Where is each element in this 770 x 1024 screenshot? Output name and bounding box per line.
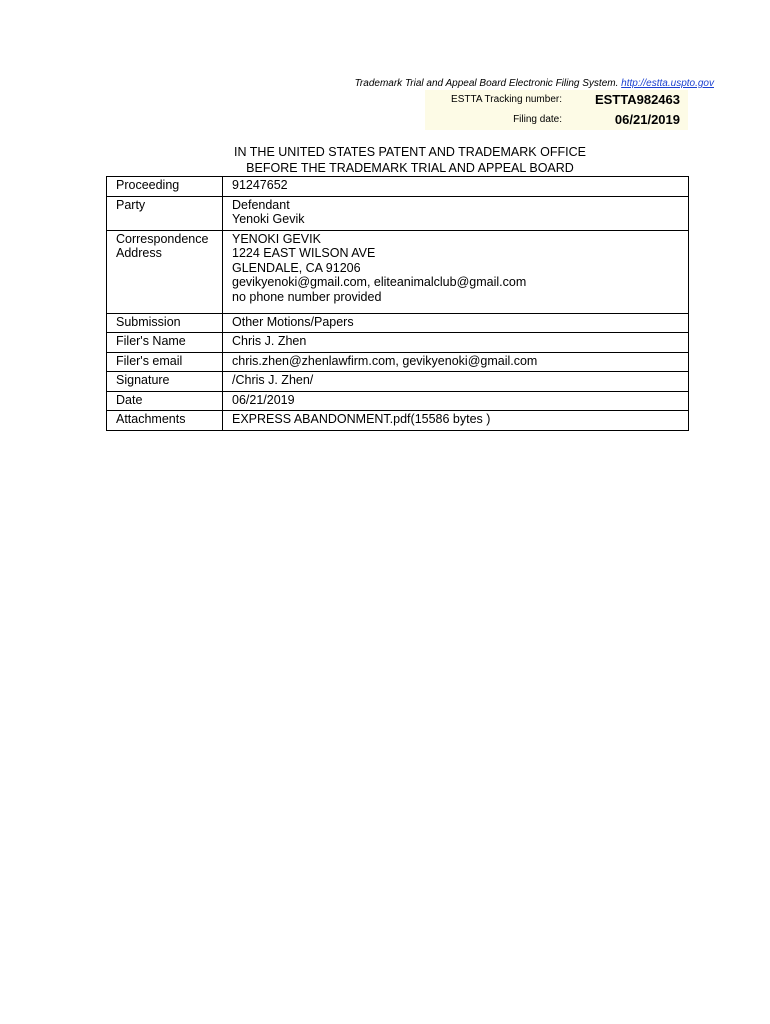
party-row: [107, 196, 689, 230]
attachments-label: Attachments: [107, 411, 223, 431]
tracking-number-row: [425, 90, 688, 110]
signature-label: Signature: [107, 372, 223, 392]
filer-name-value: Chris J. Zhen: [223, 333, 689, 353]
attachments-row: [107, 411, 689, 431]
date-row: [107, 391, 689, 411]
attachments-value: EXPRESS ABANDONMENT.pdf(15586 bytes ): [223, 411, 689, 431]
title-line-2: BEFORE THE TRADEMARK TRIAL AND APPEAL BOARD: [246, 161, 574, 175]
filing-date-label: Filing date:: [513, 114, 562, 125]
correspondence-label: [107, 230, 223, 313]
party-value: [223, 196, 689, 230]
correspondence-label-line-2: Address: [116, 246, 162, 260]
filer-email-value: chris.zhen@zhenlawfirm.com, gevikyenoki@gmail.com: [223, 352, 689, 372]
estta-link[interactable]: http://estta.uspto.gov: [621, 78, 714, 89]
party-name: Yenoki Gevik: [232, 212, 305, 226]
correspondence-city: GLENDALE, CA 91206: [232, 260, 361, 275]
correspondence-street: 1224 EAST WILSON AVE: [232, 246, 376, 260]
correspondence-name: YENOKI GEVIK: [232, 231, 321, 246]
correspondence-emails: gevikyenoki@gmail.com, eliteanimalclub@gmail.com: [232, 275, 527, 289]
party-role: Defendant: [232, 197, 290, 212]
proceeding-row: [107, 177, 689, 197]
signature-value: /Chris J. Zhen/: [223, 372, 689, 392]
correspondence-value: [223, 230, 689, 313]
filing-date-row: [425, 110, 688, 130]
submission-row: [107, 313, 689, 333]
filer-name-label: Filer's Name: [107, 333, 223, 353]
date-label: Date: [107, 391, 223, 411]
filer-email-label: Filer's email: [107, 352, 223, 372]
filer-email-row: [107, 352, 689, 372]
filer-name-row: [107, 333, 689, 353]
tracking-number-label: ESTTA Tracking number:: [451, 94, 562, 105]
date-value: 06/21/2019: [223, 391, 689, 411]
correspondence-phone: no phone number provided: [232, 289, 382, 304]
submission-label: Submission: [107, 313, 223, 333]
filing-system-text: Trademark Trial and Appeal Board Electronic Filing System.: [354, 78, 619, 89]
filing-system-header: [300, 78, 714, 89]
correspondence-label-line-1: Correspondence: [116, 231, 209, 246]
signature-row: [107, 372, 689, 392]
proceeding-label: Proceeding: [107, 177, 223, 197]
proceeding-value: 91247652: [223, 177, 689, 197]
title-line-1: IN THE UNITED STATES PATENT AND TRADEMARK OFFICE: [234, 145, 586, 159]
filing-details-table: [106, 176, 689, 431]
submission-value: Other Motions/Papers: [223, 313, 689, 333]
party-label: Party: [107, 196, 223, 230]
document-title: [160, 144, 660, 176]
correspondence-row: [107, 230, 689, 313]
filing-date-value: 06/21/2019: [614, 112, 680, 127]
tracking-number-value: ESTTA982463: [594, 92, 680, 107]
tracking-info-box: [425, 90, 688, 130]
